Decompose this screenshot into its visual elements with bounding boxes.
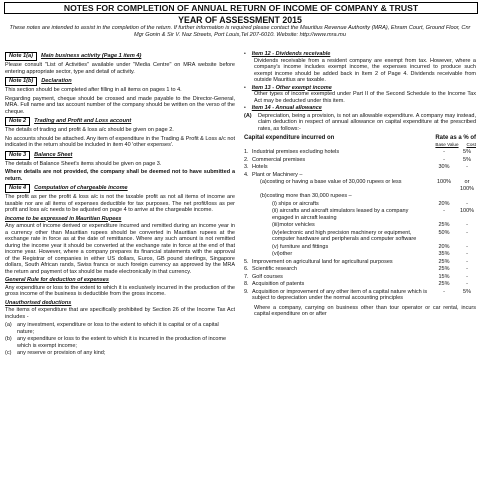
list-item: [5, 322, 235, 335]
item-14-paragraph: [244, 113, 476, 133]
table-row: [244, 244, 476, 251]
row-base-value: 30%: [438, 164, 450, 170]
note-2-header: [5, 117, 235, 126]
item-12-text: Dividends receivable from a resident company are exempt from tax. However, where a company's income includes exempt income, the expenses incurred to produce such exempt income should be added back in Item 2 of Page 4. Dividends receivable from outside Mauritius are taxable.: [254, 57, 476, 83]
table-row: [244, 274, 476, 281]
row-cost: -: [466, 229, 468, 236]
row-base-value: -: [443, 149, 445, 155]
row-number: 7.: [244, 273, 249, 280]
table-row: [244, 259, 476, 266]
row-cost: 100%: [459, 208, 475, 214]
row-base-value: 35%: [438, 251, 450, 257]
row-base-value: 25%: [438, 281, 450, 287]
item-13-title: Item 13 - Other exempt income: [251, 84, 332, 91]
row-cost: -: [466, 266, 468, 272]
row-cost: 5%: [463, 149, 471, 155]
row-description: Plant or Machinery –: [252, 171, 303, 178]
list-item-text: any expenditure or loss to the extent to which it is incurred in the production of income which is exempt income;: [17, 336, 227, 349]
note-3-label: Note 3: [5, 151, 30, 160]
item-14-label: (A): [244, 112, 252, 119]
bullet-icon: •: [244, 84, 246, 91]
table-row: [244, 179, 476, 192]
list-item-text: any investment, expenditure or loss to the extent to which it is capital or of a capital nature;: [17, 322, 219, 335]
row-base-value: 50%: [438, 229, 450, 236]
list-item-label: (c): [5, 350, 12, 356]
row-base-value: 20%: [438, 243, 450, 250]
intro-text: These notes are intended to assist in the completion of the return. If further information is required please contact the Mauritius Revenue Authority (MRA), Ehram Court, Ground Floor, Cnr Mgr Gonin & Sir V. Naz Streets, Port Louis,Tel 207-6010. Website: http://www.mra.mu: [9, 25, 471, 39]
subheading-currency: Income to be expressed in Mauritian Rupees: [5, 215, 122, 222]
currency-text: Any amount of income derived or expenditure incurred and remitted during an income year in a currency other than Mauritian rupees should be converted in Mauritian rupees at the exchange rate in force as at the date of remittance. Where any such amount is not remitted during the income year it should be converted at the exchange rate in force at the end of that income year. However, where a company prepares its financial statements with the approval of the Registrar of companies in either US dollars, Euros, GB pound sterlings, Singapore dollars, South African rands, Swiss francs or such foreign currency as approved by the MRA the return and payment of tax should be made electronically in that currency.: [5, 223, 235, 275]
table-row: [244, 172, 476, 179]
left-column: [5, 51, 235, 358]
row-cost: -: [466, 251, 468, 257]
row-description: Commercial premises: [252, 156, 306, 163]
list-item: [5, 336, 235, 349]
note-4-label: Note 4: [5, 184, 30, 193]
row-base-value: 15%: [438, 273, 450, 280]
table-row: [244, 201, 476, 208]
subheading-deduction-rule: General Rule for deduction of expenses: [5, 277, 109, 283]
row-base-value: 25%: [438, 222, 450, 228]
item-14-title: Item 14 - Annual allowance: [251, 105, 322, 111]
row-cost: 5%: [463, 288, 471, 295]
note-4-title: Computation of chargeable income: [34, 185, 128, 192]
capital-table-body: [244, 149, 476, 302]
row-description: (v) furniture and fittings: [272, 243, 329, 250]
list-item-text: any reserve or provision of any kind;: [17, 350, 106, 356]
note-1b-text-2: Regarding payment, cheque should be crossed and made payable to the Director-General, MRA. Full name and tax account number of the company should be written on the verso of the cheque.: [5, 95, 235, 115]
row-base-value: -: [443, 156, 445, 163]
row-number: 8.: [244, 281, 249, 287]
note-1a-header: [5, 52, 235, 61]
row-number: 3.: [244, 164, 249, 170]
list-item-label: (a): [5, 322, 12, 328]
row-number: 1.: [244, 149, 249, 155]
table-row: [244, 266, 476, 273]
note-3-text-1: The details of Balance Sheet's items should be given on page 3.: [5, 160, 162, 167]
row-base-value: 100%: [436, 179, 452, 185]
row-cost: -: [466, 200, 468, 207]
row-base-value: 25%: [438, 266, 450, 272]
item-12-title: Item 12 - Dividends receivable: [251, 51, 331, 57]
note-1b-title: Declaration: [41, 78, 72, 85]
note-1a-label: Note 1(a): [5, 52, 37, 61]
note-1a-text: Please consult "List of Activities" available under "Media Centre" on MRA website before entering appropriate sector, type and detail of activity.: [5, 62, 235, 75]
row-description: (b)costing more than 30,000 rupees –: [260, 193, 352, 199]
assessment-year: YEAR OF ASSESSMENT 2015: [178, 15, 302, 25]
bullet-icon: •: [244, 105, 246, 111]
row-cost: 5%: [463, 156, 471, 163]
row-number: 4.: [244, 171, 249, 178]
row-number: 9.: [244, 288, 249, 295]
note-1b-label: Note 1(b): [5, 77, 37, 86]
note-2-text-2: No accounts should be attached. Any item of expenditure in the Trading & Profit & Loss a/c not indicated in the return should be included in item 40 'other expenses'.: [5, 135, 235, 148]
row-description: (iv)electronic and high precision machinery or equipment, computer hardware and peripherals and computer software: [272, 229, 417, 242]
note-1a-title: Main business activity (Page 1 item 4): [40, 53, 142, 60]
rate-base-label: Base Value: [435, 141, 459, 147]
item-13-text: Other types of income exempted under Part II of the Second Schedule to the Income Tax Act may be deducted under this item.: [254, 91, 476, 104]
row-description: (i) ships or aircrafts: [272, 200, 319, 207]
note-3-text-2: Where details are not provided, the company shall be deemed not to have submitted a return.: [5, 169, 235, 182]
row-cost: -: [466, 243, 468, 250]
table-row: [244, 251, 476, 258]
row-base-value: -: [443, 208, 445, 214]
row-description: (ii) aircrafts and aircraft simulators leased by a company engaged in aircraft leasing: [272, 208, 409, 221]
row-base-value: 20%: [438, 200, 450, 207]
row-cost: or 100%: [459, 179, 475, 192]
table-row: [244, 222, 476, 229]
row-number: 2.: [244, 156, 249, 163]
document-title: NOTES FOR COMPLETION OF ANNUAL RETURN OF INCOME OF COMPANY & TRUST: [4, 2, 478, 14]
row-base-value: 25%: [438, 258, 450, 265]
item-14-text: Depreciation, being a provision, is not an allowable expenditure. A company may instead, claim deduction in respect of annual allowance on capital expenditure at the prescribed rates, as follows:-: [258, 112, 476, 132]
row-description: Scientific research: [252, 266, 297, 272]
list-item-label: (b): [5, 336, 12, 342]
note-4-header: [5, 184, 235, 193]
row-description: (vi)other: [272, 251, 293, 257]
row-base-value: -: [443, 288, 445, 295]
rate-title: Rate as a % of: [435, 135, 476, 141]
rate-cost-label: Cost: [466, 141, 476, 147]
row-description: Golf courses: [252, 273, 283, 280]
row-cost: -: [466, 281, 468, 287]
row-description: (a)costing or having a base value of 30,000 rupees or less: [260, 179, 402, 185]
row-description: Improvement on agricultural land for agricultural purposes: [252, 258, 393, 265]
row-description: (iii)motor vehicles: [272, 222, 315, 228]
item-14-header: [244, 105, 476, 112]
note-2-label: Note 2: [5, 117, 30, 126]
row-description: Hotels: [252, 164, 268, 170]
note-3-header: [5, 151, 235, 160]
table-row: [244, 149, 476, 156]
row-cost: -: [466, 164, 468, 170]
row-description: Acquisition of patents: [252, 281, 305, 287]
note-1b-header: [5, 77, 235, 86]
note-2-title: Trading and Profit and Loss account: [34, 118, 132, 125]
table-row: [244, 157, 476, 164]
table-row: [244, 230, 476, 243]
unauthorised-text: The items of expenditure that are specifically prohibited by Section 26 of the Income Tax Act includes -: [5, 307, 235, 320]
row-cost: -: [466, 273, 468, 280]
table-row: [244, 208, 476, 221]
row-number: 6.: [244, 266, 249, 272]
table-row: [244, 281, 476, 288]
row-description: Industrial premises excluding hotels: [252, 149, 340, 155]
footer-text: Where a company, carrying on business other than tour operator or car rental, incurs capital expenditure on or after: [254, 304, 476, 317]
row-cost: -: [466, 222, 468, 228]
row-description: Acquisition or improvement of any other item of a capital nature which is subject to depreciation under the normal accounting principles: [252, 288, 428, 301]
table-row: [244, 289, 476, 302]
row-cost: -: [466, 258, 468, 265]
right-column: [244, 51, 476, 319]
capital-table-title: Capital expenditure incurred on: [244, 135, 335, 141]
rate-subheader: [244, 142, 476, 149]
subheading-unauthorised: Unauthorised deductions: [5, 299, 72, 306]
note-1b-text-1: This section should be completed after filling in all items on pages 1 to 4.: [5, 87, 182, 93]
table-row: [244, 164, 476, 171]
note-4-text: The profit as per the profit & loss a/c is not the taxable profit as not all items of income are taxable nor are all items of expenses deductible for tax purposes. The net profit/loss as per profit and loss a/c needs to be adjusted on page 4 to arrive at the chargeable income.: [5, 194, 235, 213]
note-2-text-1: The details of trading and profit & loss a/c should be given on page 2.: [5, 127, 174, 133]
note-3-title: Balance Sheet: [34, 151, 73, 158]
bullet-icon: •: [244, 51, 246, 57]
table-row: [244, 193, 476, 200]
list-item: [5, 350, 235, 357]
deduction-rule-text: Any expenditure or loss to the extent to which it is exclusively incurred in the production of the gross income of the business is deductible from the gross income.: [5, 284, 235, 297]
row-number: 5.: [244, 258, 249, 265]
